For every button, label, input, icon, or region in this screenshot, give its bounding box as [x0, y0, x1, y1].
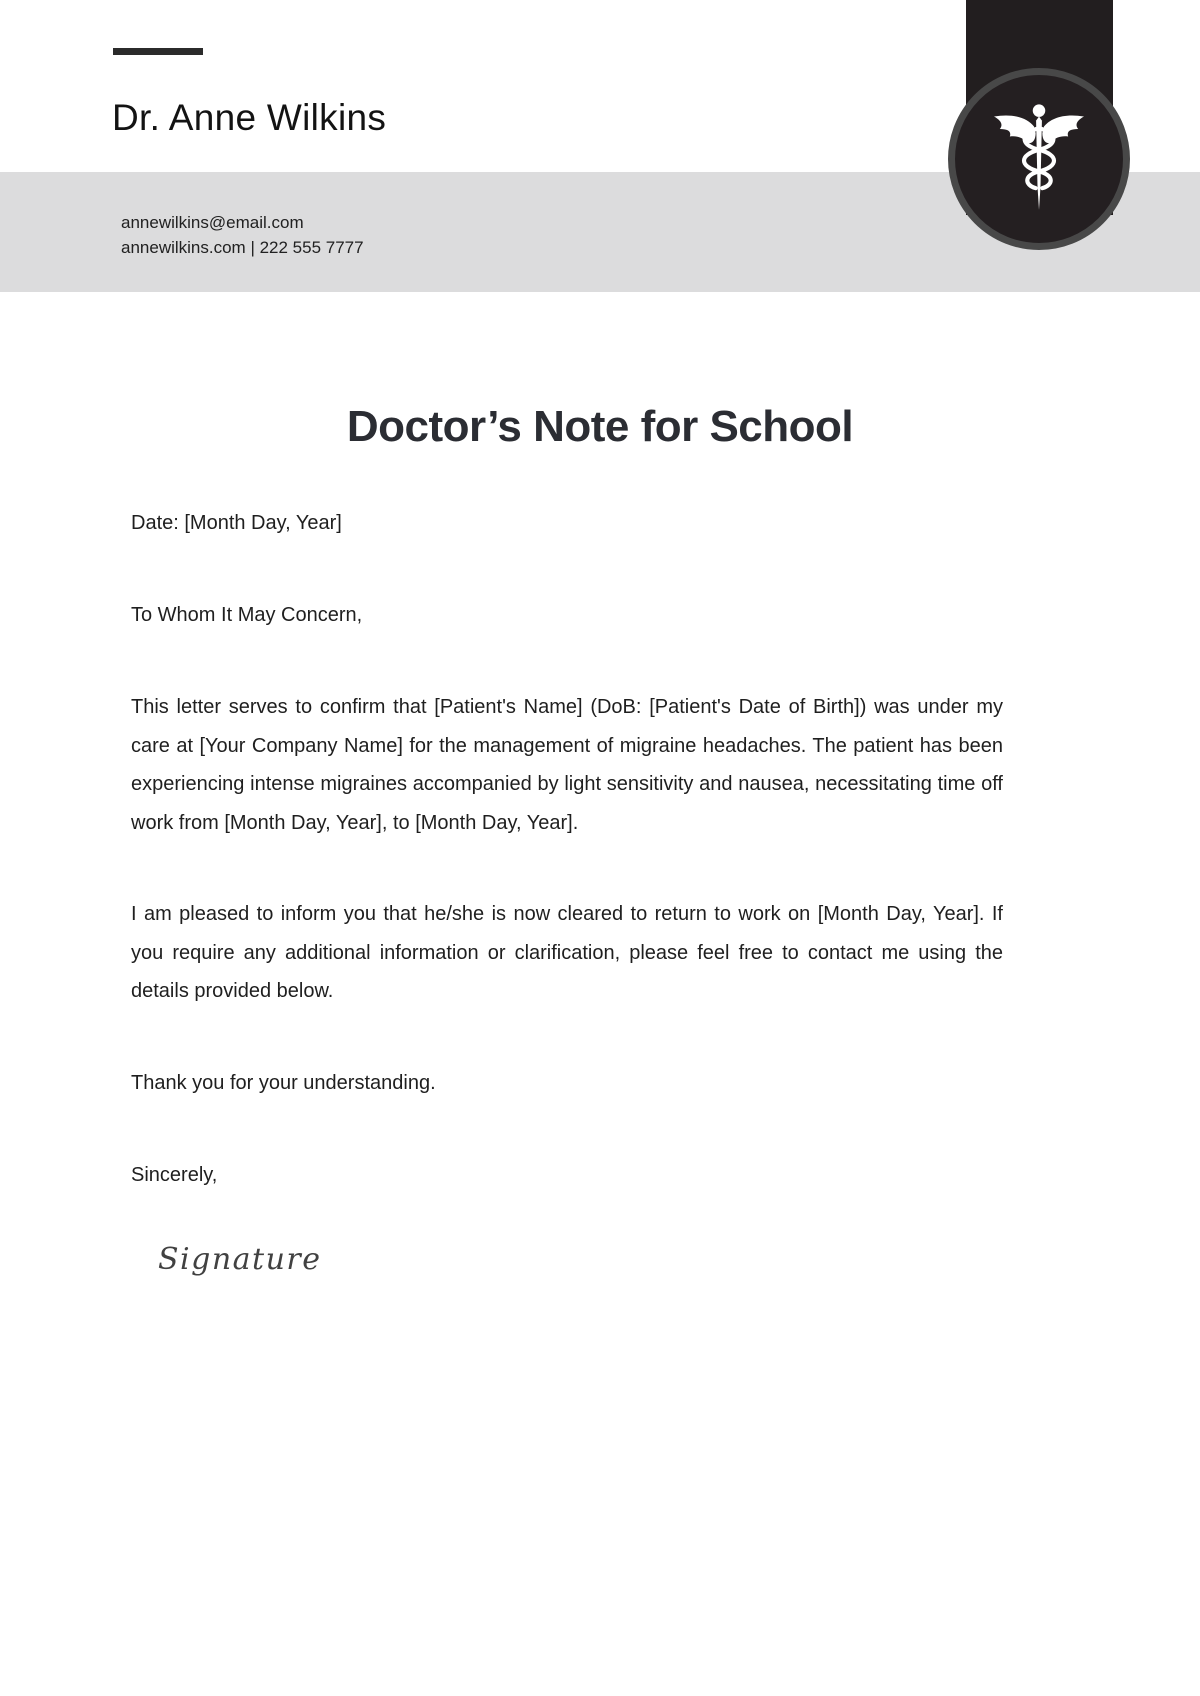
paragraph-1: This letter serves to confirm that [Patient's Name] (DoB: [Patient's Date of Birth]) was under my care at [Your Company Name] for the management of migraine headaches. The patient has been experiencing intense migraines accompanied by light sensitivity and nausea, necessitating time off work from [Month Day, Year], to [Month Day, Year].	[131, 696, 1003, 834]
letter-title: Doctor’s Note for School	[346, 402, 854, 451]
caduceus-icon	[989, 103, 1089, 215]
contact-website-phone: annewilkins.com | 222 555 7777	[121, 238, 364, 257]
salutation: To Whom It May Concern,	[131, 604, 363, 626]
date-line: Date: [Month Day, Year]	[131, 512, 342, 534]
accent-bar	[113, 48, 203, 55]
doctor-name: Dr. Anne Wilkins	[112, 97, 387, 138]
signature-script: Signature	[158, 1242, 322, 1277]
medical-badge	[948, 68, 1130, 250]
thanks-line: Thank you for your understanding.	[131, 1072, 436, 1094]
contact-email: annewilkins@email.com	[121, 213, 304, 232]
closing-line: Sincerely,	[131, 1164, 218, 1186]
paragraph-2: I am pleased to inform you that he/she is now cleared to return to work on [Month Day, Year]. If you require any additional information or clarification, please feel free to contact me using the details provided below.	[131, 903, 1003, 1002]
